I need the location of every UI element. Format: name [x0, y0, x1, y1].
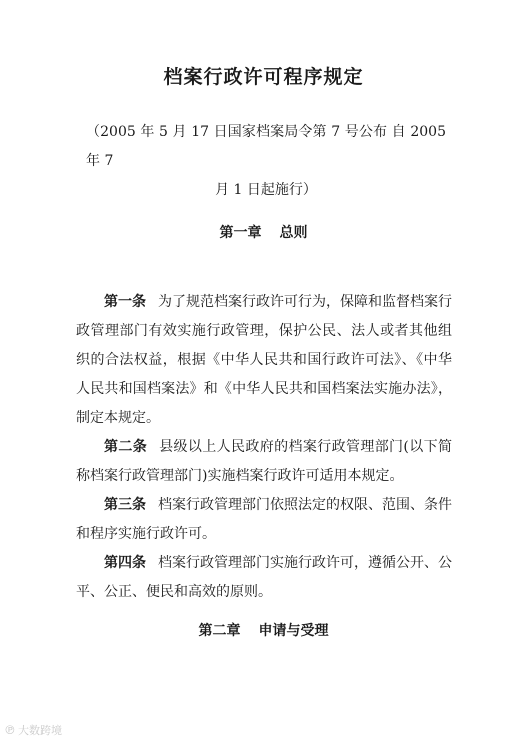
watermark-text: 大数跨境 [18, 724, 62, 737]
subtitle-line-1: （2005 年 5 月 17 日国家档案局令第 7 号公布 自 2005 年 7 [86, 124, 446, 169]
chapter-name: 总则 [279, 225, 308, 241]
logo-icon: ℗ [4, 723, 16, 737]
article-text: 为了规范档案行政许可行为，保障和监督档案行政管理部门有效实施行政管理，保护公民、法人或者其他组织的合法权益，根据《中华人民共和国行政许可法》、《中华人民共和国档案法》和《中华人民共和国档案法实施办法》，制定本规定。 [76, 294, 452, 426]
chapter-name: 申请与受理 [258, 623, 329, 639]
article-2 [76, 433, 452, 491]
chapter-label: 第一章 [219, 225, 262, 241]
article-text: 档案行政管理部门实施行政许可，遵循公开、公平、公正、便民和高效的原则。 [76, 555, 452, 600]
chapter-1-heading [0, 222, 527, 242]
chapter-label: 第二章 [198, 623, 241, 639]
chapter-1-body [76, 288, 452, 607]
article-number: 第二条 [104, 439, 148, 455]
watermark [4, 722, 62, 738]
document-subtitle [86, 118, 446, 205]
article-number: 第三条 [104, 497, 146, 513]
article-text: 县级以上人民政府的档案行政管理部门(以下简称档案行政管理部门)实施档案行政许可适用本规定。 [76, 439, 453, 484]
article-number: 第一条 [104, 294, 146, 310]
subtitle-line-2: 月 1 日起施行） [215, 182, 317, 198]
article-text: 档案行政管理部门依照法定的权限、范围、条件和程序实施行政许可。 [76, 497, 452, 542]
article-3 [76, 491, 452, 549]
article-number: 第四条 [104, 555, 146, 571]
document-title: 档案行政许可程序规定 [163, 66, 364, 88]
chapter-2-heading [0, 620, 527, 640]
article-1 [76, 288, 452, 433]
article-4 [76, 549, 452, 607]
